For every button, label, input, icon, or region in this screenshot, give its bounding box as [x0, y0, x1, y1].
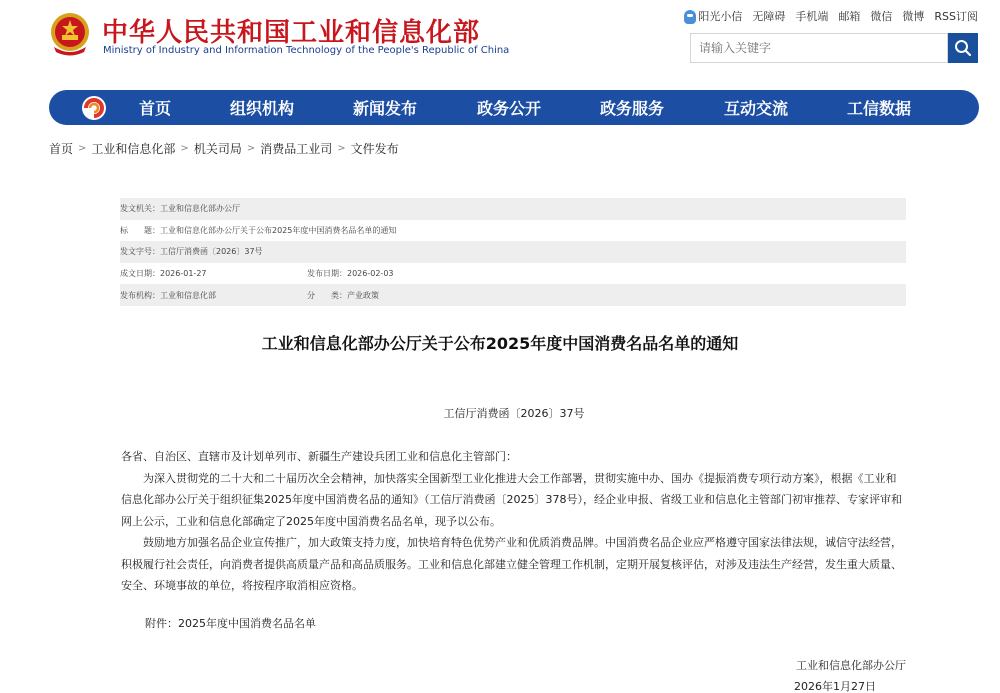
breadcrumb-documents[interactable]: 文件发布	[350, 142, 399, 156]
breadcrumb-separator: >	[180, 143, 189, 154]
miit-logo-icon[interactable]	[81, 95, 107, 121]
top-link-rss[interactable]: RSS订阅	[934, 10, 978, 23]
meta-cell-created	[120, 268, 307, 279]
meta-label: 发布机构：	[120, 290, 160, 300]
top-link-mobile[interactable]: 手机端	[795, 10, 829, 23]
meta-label: 分 类：	[307, 290, 347, 300]
nav-item-data[interactable]: 工信数据	[847, 99, 912, 118]
signature-date: 2026年1月27日	[794, 680, 876, 693]
meta-value: 工业和信息化部办公厅关于公布2025年度中国消费名品名单的通知	[160, 225, 397, 235]
document-title: 工业和信息化部办公厅关于公布2025年度中国消费名品名单的通知	[261, 334, 739, 353]
meta-label: 发文字号：	[120, 247, 160, 257]
meta-label: 成文日期：	[120, 269, 160, 279]
main-nav	[49, 90, 979, 125]
nav-item-interaction[interactable]: 互动交流	[724, 99, 789, 118]
top-link-weibo[interactable]: 微博	[902, 10, 925, 23]
meta-row-title	[120, 220, 906, 242]
nav-item-organization[interactable]: 组织机构	[230, 99, 295, 118]
meta-row-dates	[120, 263, 906, 285]
meta-value: 产业政策	[347, 290, 379, 300]
top-links	[684, 8, 978, 24]
body-paragraph: 为深入贯彻党的二十大和二十届历次全会精神，加快落实全国新型工业化推进大会工作部署，贯彻实施中办、国办《提振消费专项行动方案》，根据《工业和信息化部办公厅关于组织征集2025年度中国消费名品的通知》（工信厅消费函〔2025〕378号），经企业申报、省级工业和信息化主管部门初审推荐、专家评审和网上公示，工业和信息化部确定了2025年度中国消费名品名单，现予以公布。	[121, 471, 902, 528]
meta-cell-category	[307, 290, 379, 301]
breadcrumb-home[interactable]: 首页	[49, 142, 74, 156]
site-subtitle: Ministry of Industry and Information Technology of the People's Republic of China	[103, 45, 510, 56]
document-number: 工信厅消费函〔2026〕37号	[443, 407, 585, 420]
nav-item-home[interactable]: 首页	[139, 99, 172, 118]
site-title[interactable]: 中华人民共和国工业和信息化部	[102, 18, 481, 48]
breadcrumb-consumer-goods[interactable]: 消费品工业司	[260, 142, 333, 156]
meta-row-issuer	[120, 198, 906, 220]
meta-value: 工业和信息化部	[160, 290, 216, 300]
breadcrumb-ministry[interactable]: 工业和信息化部	[91, 142, 176, 156]
meta-row-docno	[120, 241, 906, 263]
search-icon	[954, 39, 972, 57]
search-button[interactable]	[948, 33, 978, 63]
signature-org: 工业和信息化部办公厅	[796, 659, 906, 672]
meta-value: 2026-01-27	[160, 269, 207, 279]
nav-item-services[interactable]: 政务服务	[600, 99, 665, 118]
breadcrumb	[49, 140, 399, 157]
national-emblem-icon[interactable]	[48, 11, 92, 57]
document-body	[121, 446, 907, 597]
meta-value: 工业和信息化部办公厅	[160, 204, 240, 214]
breadcrumb-departments[interactable]: 机关司局	[193, 142, 242, 156]
breadcrumb-separator: >	[337, 143, 346, 154]
top-link-sunshine[interactable]: 阳光小信	[684, 8, 742, 24]
attachment-link[interactable]: 附件：2025年度中国消费名品名单	[145, 617, 316, 630]
salutation: 各省、自治区、直辖市及计划单列市、新疆生产建设兵团工业和信息化主管部门：	[121, 450, 517, 463]
search-input[interactable]	[690, 33, 948, 63]
meta-value: 2026-02-03	[347, 269, 394, 279]
top-link-accessibility[interactable]: 无障碍	[752, 10, 786, 23]
top-link-email[interactable]: 邮箱	[838, 10, 861, 23]
meta-label: 发文机关：	[120, 204, 160, 214]
robot-icon	[684, 10, 696, 24]
meta-row-org	[120, 284, 906, 306]
meta-cell-published	[307, 268, 394, 279]
meta-label: 发布日期：	[307, 269, 347, 279]
top-link-wechat[interactable]: 微信	[870, 10, 893, 23]
breadcrumb-separator: >	[78, 143, 87, 154]
nav-item-news[interactable]: 新闻发布	[353, 99, 418, 118]
nav-item-public-affairs[interactable]: 政务公开	[477, 99, 542, 118]
meta-value: 工信厅消费函〔2026〕37号	[160, 247, 263, 257]
meta-label: 标 题：	[120, 225, 160, 235]
meta-cell-org	[120, 290, 307, 301]
breadcrumb-separator: >	[246, 143, 256, 154]
body-paragraph: 鼓励地方加强名品企业宣传推广，加大政策支持力度，加快培育特色优势产业和优质消费品牌。中国消费名品企业应严格遵守国家法律法规，诚信守法经营，积极履行社会责任，向消费者提供高质量产品和高品质服务。工业和信息化部建立健全管理工作机制，定期开展复核评估，对涉及违法生产经营，发生重大质量、安全、环境事故的单位，将按程序取消相应资格。	[121, 536, 902, 592]
document-meta-table	[120, 198, 906, 306]
